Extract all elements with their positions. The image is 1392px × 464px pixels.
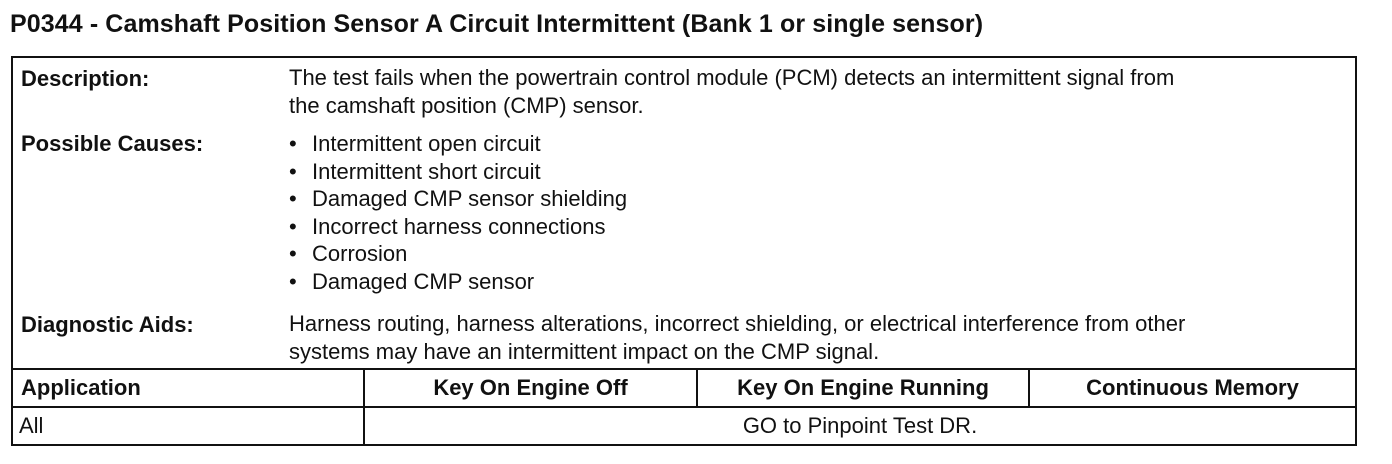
description-line: the camshaft position (CMP) sensor. — [289, 93, 644, 118]
diagnostic-aids-line: Harness routing, harness alterations, incorrect shielding, or electrical interference from other — [289, 311, 1186, 336]
dtc-info-box — [11, 56, 1357, 446]
description-line: The test fails when the powertrain control module (PCM) detects an intermittent signal from — [289, 65, 1175, 90]
list-item: • Damaged CMP sensor — [289, 268, 627, 296]
page-title: P0344 - Camshaft Position Sensor A Circuit Intermittent (Bank 1 or single sensor) — [10, 10, 984, 38]
diagnostic-aids-line: systems may have an intermittent impact on the CMP signal. — [289, 339, 880, 364]
application-cell: All — [19, 413, 44, 438]
diagnostic-aids-label: Diagnostic Aids: — [21, 312, 194, 337]
list-item: • Intermittent open circuit — [289, 130, 627, 158]
description-text — [289, 64, 1345, 120]
description-label: Description: — [21, 66, 150, 91]
possible-causes-list — [289, 130, 627, 295]
list-item: • Corrosion — [289, 240, 627, 268]
possible-causes-label: Possible Causes: — [21, 131, 204, 156]
column-header-continuous-memory: Continuous Memory — [1086, 375, 1299, 400]
list-item: • Intermittent short circuit — [289, 158, 627, 186]
list-item: • Incorrect harness connections — [289, 213, 627, 241]
table-row-divider — [13, 406, 1355, 408]
list-item: • Damaged CMP sensor shielding — [289, 185, 627, 213]
column-header-key-on-engine-running: Key On Engine Running — [737, 375, 989, 400]
table-top-border — [13, 368, 1355, 370]
action-cell: GO to Pinpoint Test DR. — [742, 413, 978, 438]
column-header-key-on-engine-off: Key On Engine Off — [433, 375, 628, 400]
diagnostic-aids-text — [289, 310, 1345, 366]
column-header-application: Application — [21, 375, 141, 400]
